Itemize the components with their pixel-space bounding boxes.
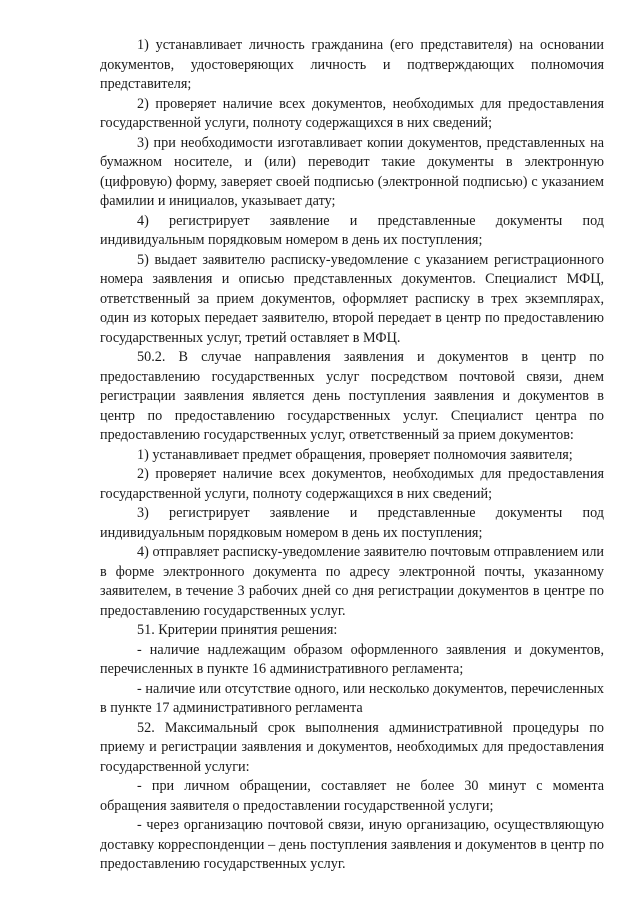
clause-50-2: 50.2. В случае направления заявления и документов в центр по предоставлению государственных услуг посредством почтовой связи, днем регистрации заявления является день поступления заявления и документов в центр по предоставлению государственных услуг. Специалист центра по предоставлению государственных услуг, ответственный за прием документов:: [100, 349, 604, 443]
clause-51-criterion-1: - наличие надлежащим образом оформленного заявления и документов, перечисленных в пункте 16 административного регламента;: [100, 641, 604, 677]
item-4-register-application: 4) регистрирует заявление и представленные документы под индивидуальным порядковым номером в день их поступления;: [100, 212, 604, 248]
document-page: [100, 36, 604, 875]
clause-52-postal: - через организацию почтовой связи, иную организацию, осуществляющую доставку корреспонденции – день поступления заявления и документов в центр по предоставлению государственных услуг.: [100, 817, 604, 872]
clause-52-personal: - при личном обращении, составляет не более 30 минут с момента обращения заявителя о предоставлении государственной услуги;: [100, 778, 604, 814]
clause-51-criterion-2: - наличие или отсутствие одного, или несколько документов, перечисленных в пункте 17 административного регламента: [100, 680, 604, 716]
item-5-issue-receipt: 5) выдает заявителю расписку-уведомление с указанием регистрационного номера заявления и описью представленных документов. Специалист МФЦ, ответственный за прием документов, оформляет расписку в трех экземплярах, один из которых передает заявителю, второй передает в центр по предоставлению государственных услуг, третий оставляет в МФЦ.: [100, 251, 604, 346]
clause-50-2-item-2: 2) проверяет наличие всех документов, необходимых для предоставления государственной услуги, полноту содержащихся в них сведений;: [100, 466, 604, 502]
clause-50-2-item-4: 4) отправляет расписку-уведомление заявителю почтовым отправлением или в форме электронного документа по адресу электронной почты, указанному заявителем, в течение 3 рабочих дней со дня регистрации документов в центре по предоставлению государственных услуг.: [100, 544, 604, 619]
item-3-make-copies: 3) при необходимости изготавливает копии документов, представленных на бумажном носителе, и (или) переводит такие документы в электронную (цифровую) форму, заверяет своей подписью (электронной подписью) с указанием фамилии и инициалов, указывает дату;: [100, 134, 604, 209]
item-2-check-documents: 2) проверяет наличие всех документов, необходимых для предоставления государственной услуги, полноту содержащихся в них сведений;: [100, 95, 604, 131]
item-1-establish-identity: 1) устанавливает личность гражданина (его представителя) на основании документов, удостоверяющих личность и подтверждающих полномочия представителя;: [100, 37, 604, 92]
clause-52: 52. Максимальный срок выполнения административной процедуры по приему и регистрации заявления и документов, необходимых для предоставления государственной услуги:: [100, 719, 604, 775]
clause-50-2-item-3: 3) регистрирует заявление и представленные документы под индивидуальным порядковым номером в день их поступления;: [100, 505, 604, 541]
clause-51-heading: 51. Критерии принятия решения:: [137, 622, 338, 638]
clause-50-2-item-1: 1) устанавливает предмет обращения, проверяет полномочия заявителя;: [137, 446, 573, 463]
